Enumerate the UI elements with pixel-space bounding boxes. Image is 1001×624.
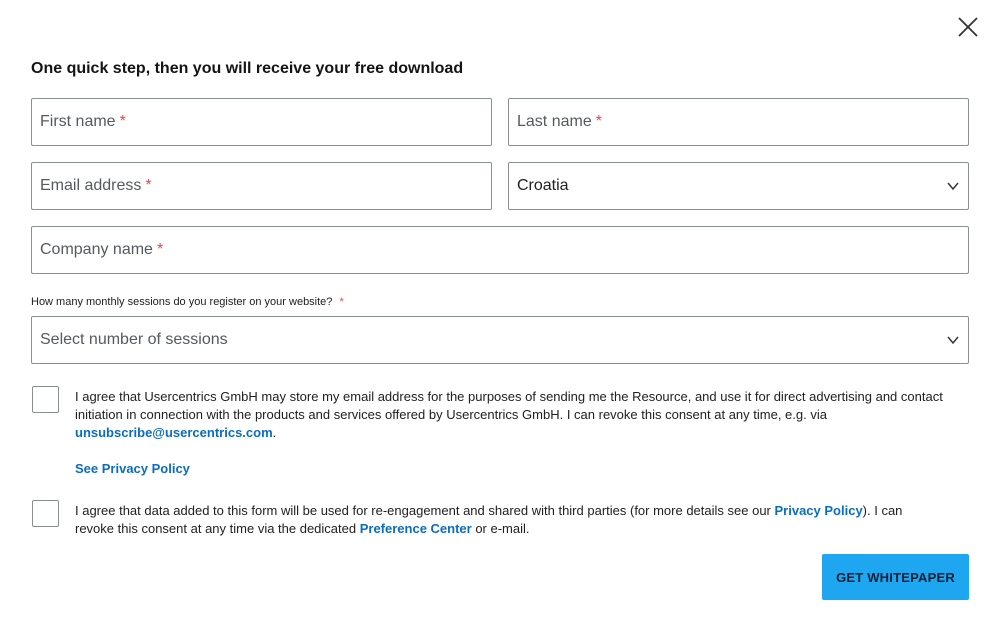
required-marker: * [156, 241, 164, 258]
required-marker: * [119, 113, 126, 130]
first-name-placeholder: First name [40, 113, 116, 130]
required-marker: * [595, 113, 602, 130]
last-name-field[interactable] [508, 98, 969, 146]
first-name-field[interactable] [31, 98, 492, 146]
consent-thirdparty-end: or e-mail. [471, 521, 530, 536]
chevron-down-icon [946, 179, 960, 193]
close-button[interactable] [956, 15, 980, 39]
required-marker: * [145, 177, 152, 194]
consent-thirdparty-text [75, 502, 945, 538]
sessions-question-label [31, 296, 344, 308]
consent-marketing-body: I agree that Usercentrics GmbH may store my email address for the purposes of sending me the Resource, and use it for direct advertising and contact initiation in connection with the products and services offered by Usercentrics GmbH. I can revoke this consent at any time, e.g. via [75, 389, 943, 422]
email-field[interactable] [31, 162, 492, 210]
company-name-field[interactable] [31, 226, 969, 274]
preference-center-link[interactable]: Preference Center [359, 521, 472, 536]
consent-marketing-text [75, 388, 945, 442]
consent-marketing-checkbox[interactable] [32, 386, 59, 413]
consent-thirdparty-checkbox[interactable] [32, 500, 59, 527]
close-icon [956, 15, 980, 39]
see-privacy-policy-link[interactable]: See Privacy Policy [75, 461, 190, 476]
company-name-placeholder: Company name [40, 241, 153, 258]
form-title: One quick step, then you will receive your free download [31, 60, 464, 77]
sessions-question-text: How many monthly sessions do you register on your website? [31, 296, 333, 308]
email-placeholder: Email address [40, 177, 142, 194]
consent-marketing-end: . [272, 425, 277, 440]
required-marker: * [339, 296, 344, 308]
get-whitepaper-button[interactable]: GET WHITEPAPER [822, 554, 969, 600]
chevron-down-icon [946, 333, 960, 347]
consent-thirdparty-body: I agree that data added to this form will be used for re-engagement and shared with third parties (for more details see our [75, 503, 775, 518]
country-select[interactable] [508, 162, 969, 210]
country-value: Croatia [517, 177, 569, 194]
last-name-placeholder: Last name [517, 113, 592, 130]
sessions-placeholder: Select number of sessions [40, 331, 228, 348]
unsubscribe-email-link[interactable]: unsubscribe@usercentrics.com [75, 425, 273, 440]
consent-thirdparty-middle: ). I can revoke this consent at any time via the dedicated [75, 503, 903, 536]
privacy-policy-link[interactable]: Privacy Policy [774, 503, 863, 518]
sessions-select[interactable] [31, 316, 969, 364]
